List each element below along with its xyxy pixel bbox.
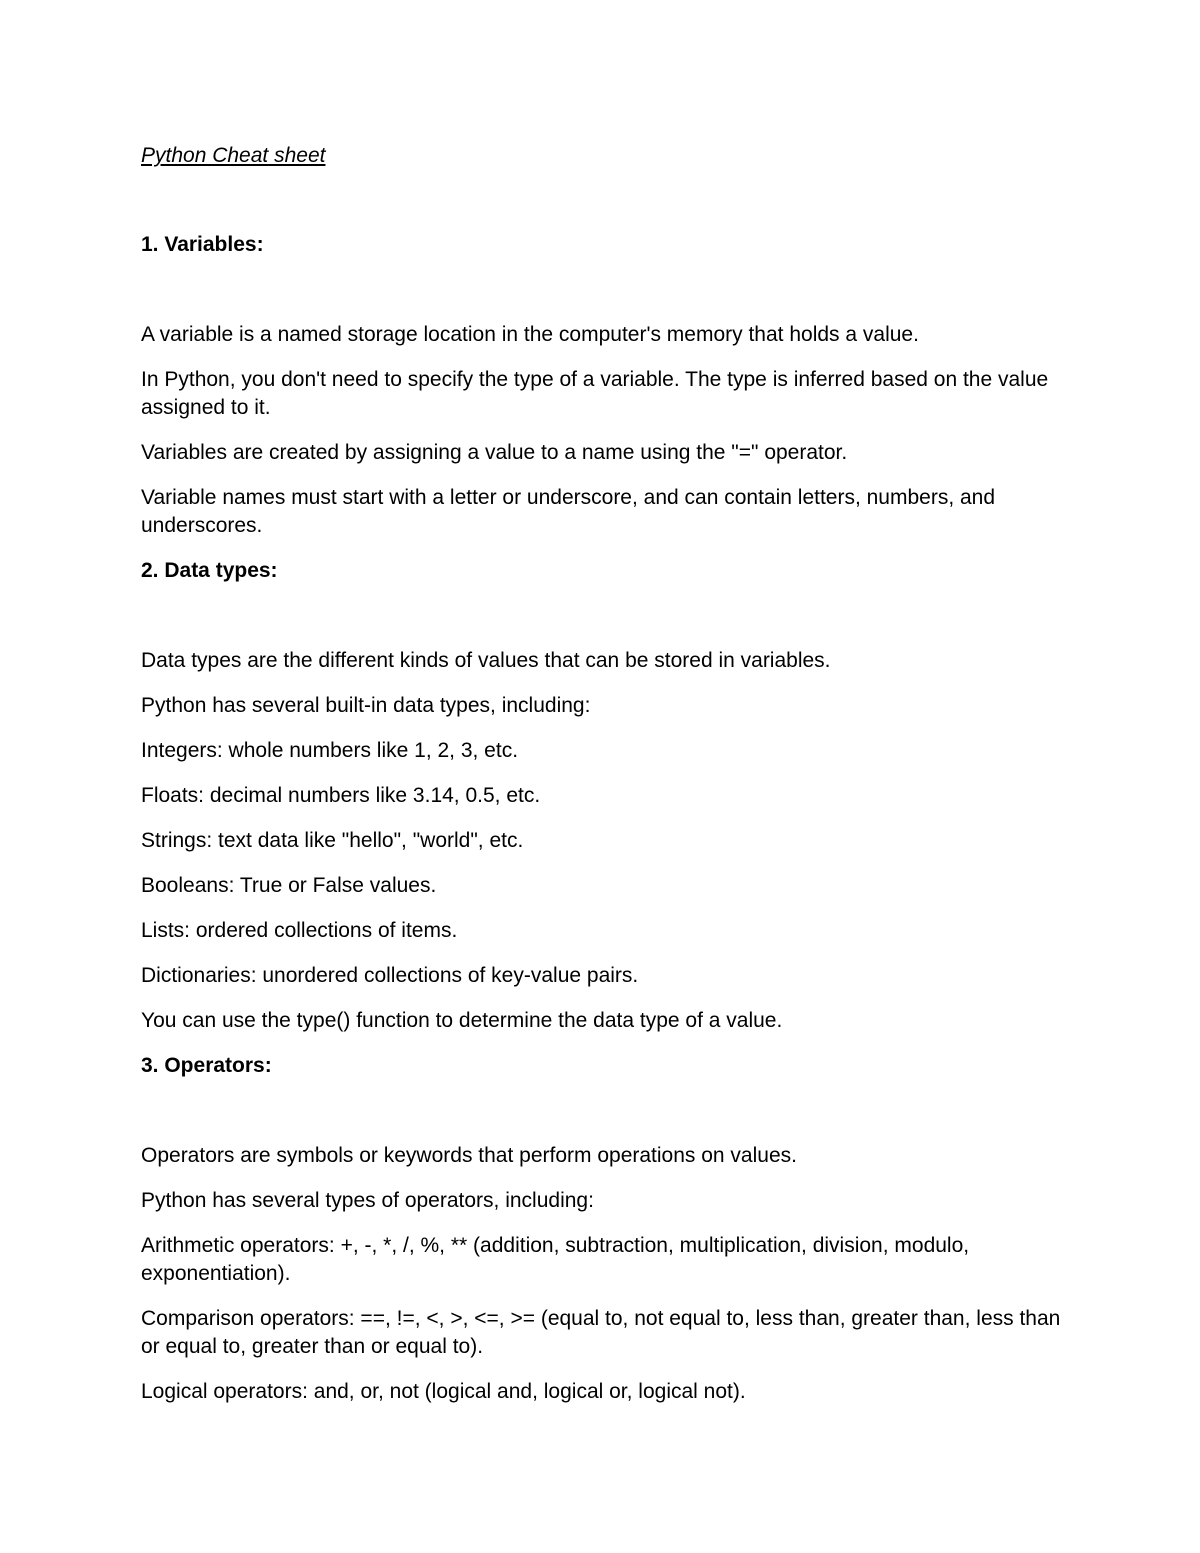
- paragraph: Variables are created by assigning a value to a name using the "=" operator.: [141, 441, 848, 464]
- paragraph: Data types are the different kinds of values that can be stored in variables.: [141, 649, 831, 672]
- document-body: [141, 142, 1066, 1406]
- paragraph: A variable is a named storage location in the computer's memory that holds a value.: [141, 323, 919, 346]
- paragraph: Integers: whole numbers like 1, 2, 3, etc.: [141, 739, 519, 762]
- paragraph: Operators are symbols or keywords that perform operations on values.: [141, 1144, 797, 1167]
- section-heading: 1. Variables:: [141, 233, 264, 256]
- paragraph: Floats: decimal numbers like 3.14, 0.5, etc.: [141, 784, 541, 807]
- paragraph: Dictionaries: unordered collections of key-value pairs.: [141, 964, 639, 987]
- section-heading: 2. Data types:: [141, 559, 278, 582]
- paragraph: Booleans: True or False values.: [141, 874, 437, 897]
- paragraph: Arithmetic operators: +, -, *, /, %, ** (addition, subtraction, multiplication, division, modulo, exponentiation).: [141, 1234, 970, 1285]
- section-heading: 3. Operators:: [141, 1054, 272, 1077]
- paragraph: Python has several types of operators, including:: [141, 1189, 594, 1212]
- section-variables: [141, 231, 1066, 540]
- paragraph: Lists: ordered collections of items.: [141, 919, 458, 942]
- paragraph: Python has several built-in data types, including:: [141, 694, 591, 717]
- section-data-types: [141, 557, 1066, 1035]
- document-title: Python Cheat sheet: [141, 144, 326, 167]
- paragraph: Strings: text data like "hello", "world", etc.: [141, 829, 524, 852]
- paragraph: Logical operators: and, or, not (logical and, logical or, logical not).: [141, 1380, 746, 1403]
- paragraph: Comparison operators: ==, !=, <, >, <=, >= (equal to, not equal to, less than, greater than, less than or equal to, greater than or equal to).: [141, 1307, 1061, 1358]
- paragraph: You can use the type() function to determine the data type of a value.: [141, 1009, 783, 1032]
- section-operators: [141, 1052, 1066, 1406]
- paragraph: Variable names must start with a letter or underscore, and can contain letters, numbers, and underscores.: [141, 486, 996, 537]
- paragraph: In Python, you don't need to specify the type of a variable. The type is inferred based on the value assigned to it.: [141, 368, 1049, 419]
